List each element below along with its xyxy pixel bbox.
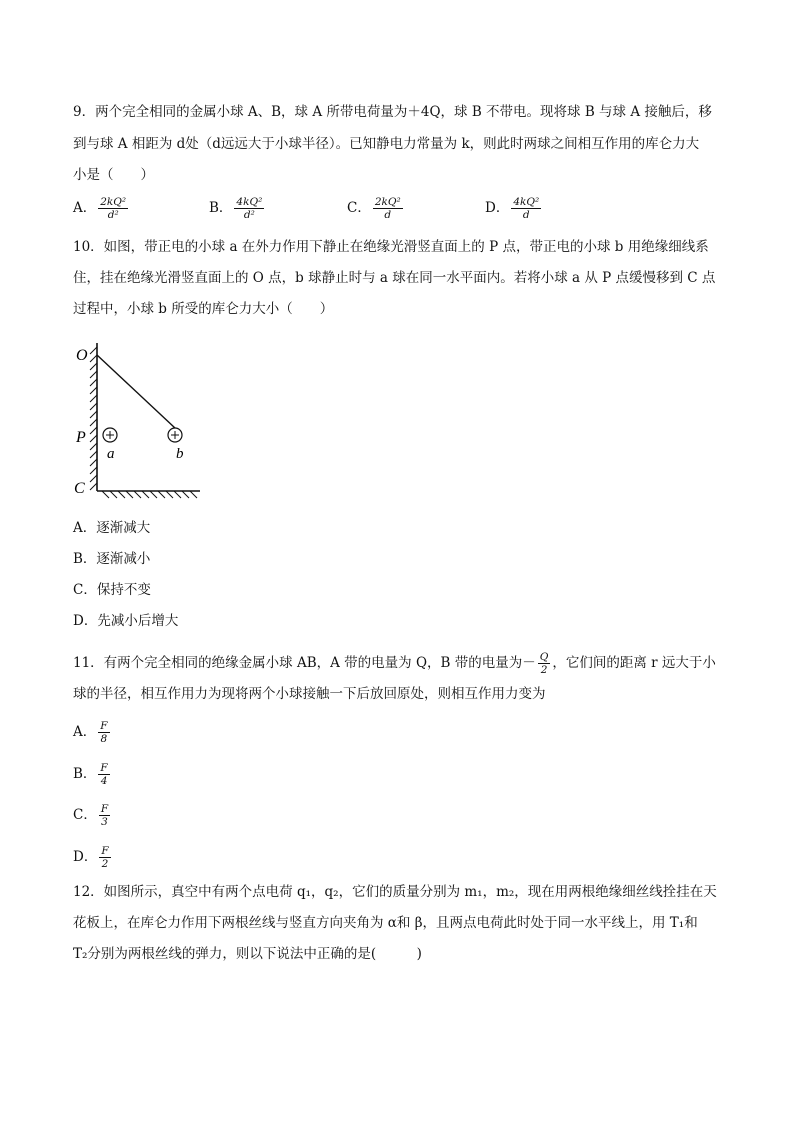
q9-option-b: B． $\frac{\text{4kQ²}}{\text{d²}}$ (209, 196, 263, 221)
label-o: O (76, 347, 88, 364)
q10-figure (70, 335, 210, 505)
label-c: C (74, 480, 85, 497)
q12-line-1: 12．如图所示，真空中有两个点电荷 q₁，q₂，它们的质量分别为 m₁，m₂，现在用两根绝缘细丝线拴挂在天 (73, 884, 717, 900)
q9-option-d: D． $\frac{\text{4kQ²}}{d}$ (485, 196, 540, 221)
q9-line-3: 小是（ ） (73, 167, 154, 183)
q10-option-d: D．先减小后增大 (73, 613, 179, 629)
q10-option-a: A．逐渐减大 (73, 520, 151, 536)
q9-option-c: C． $\frac{\text{2kQ²}}{d}$ (347, 196, 401, 221)
q11-line-1: 11．有两个完全相同的绝缘金属小球 AB，A 带的电量为 Q，B 带的电量为－ $\frac{Q}{2}$ ，它们间的距离 r 远大于小 (73, 651, 716, 676)
q11-option-b: B． $\frac{F}{4}$ (73, 762, 108, 787)
q11-option-c: C． $\frac{F}{3}$ (73, 803, 109, 828)
q11-line-2: 球的半径，相互作用力为现将两个小球接触一下后放回原处，则相互作用力变为 (73, 686, 546, 702)
label-a: a (107, 446, 115, 462)
q9-line-2: 到与球 A 相距为 d处（d远远大于小球半径）。已知静电力常量为 k，则此时两球之间相互作用的库仑力大 (73, 136, 700, 152)
label-b: b (176, 446, 184, 462)
q10-option-b: B．逐渐减小 (73, 551, 151, 567)
q11-option-a: A． $\frac{F}{8}$ (73, 720, 108, 745)
label-p: P (76, 429, 86, 446)
q12-line-3: T₂分别为两根丝线的弹力，则以下说法中正确的是( ) (73, 946, 422, 962)
q9-option-a: A． $\frac{\text{2kQ²}}{\text{d²}}$ (73, 196, 127, 221)
floor-hatching (102, 491, 197, 498)
string (97, 355, 175, 428)
q10-line-3: 过程中，小球 b 所受的库仑力大小（ ） (73, 301, 334, 317)
q10-line-1: 10．如图，带正电的小球 a 在外力作用下静止在绝缘光滑竖直面上的 P 点，带正电的小球 b 用绝缘细线系 (73, 239, 709, 255)
q12-line-2: 花板上，在库仑力作用下两根丝线与竖直方向夹角为 α和 β，且两点电荷此时处于同一水平线上，用 T₁和 (73, 915, 698, 931)
q10-option-c: C．保持不变 (73, 582, 151, 598)
q9-line-1: 9．两个完全相同的金属小球 A、B，球 A 所带电荷量为＋4Q，球 B 不带电。现将球 B 与球 A 接触后，移 (73, 104, 712, 120)
q10-line-2: 住，挂在绝缘光滑竖直面上的 O 点，b 球静止时与 a 球在同一水平面内。若将小球 a 从 P 点缓慢移到 C 点 (73, 270, 716, 286)
q11-option-d: D． $\frac{F}{2}$ (73, 845, 109, 870)
wall-hatching (90, 347, 97, 490)
